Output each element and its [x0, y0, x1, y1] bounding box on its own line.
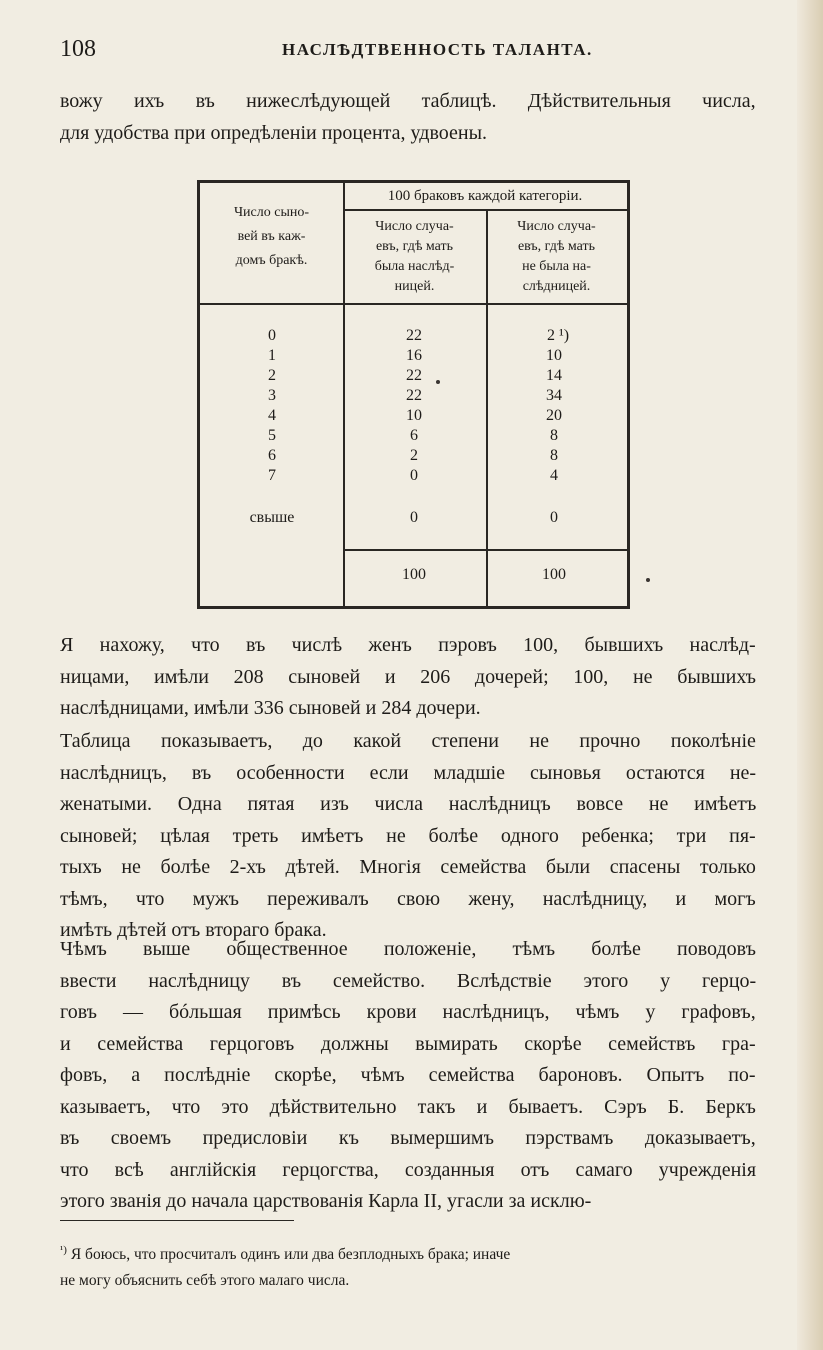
- table-cell-sons: 2: [268, 367, 276, 384]
- table-cell-heiress: 22: [406, 327, 422, 344]
- header-line: была наслѣд-: [374, 259, 455, 274]
- text-line: Таблица показываетъ, до какой степени не прочно поколѣніе: [60, 730, 756, 752]
- paragraph-3: [60, 934, 756, 1218]
- footnote-rule: [60, 1220, 294, 1221]
- page-number: 108: [60, 36, 96, 62]
- table-cell-heiress: 22: [406, 367, 422, 384]
- text-line: для удобства при опредѣленіи процента, удвоены.: [60, 121, 488, 144]
- group-header: 100 браковъ каждой категоріи.: [387, 188, 583, 204]
- paper-speck: [436, 380, 440, 384]
- text-line: тѣмъ, что мужъ переживалъ свою жену, наслѣдницу, и могъ: [60, 887, 756, 910]
- header-line: Число случа-: [517, 219, 596, 234]
- text-line: наслѣдницъ, въ особенности если младшіе сыновья остаются не-: [60, 761, 757, 784]
- table-cell-sons: 3: [268, 387, 276, 404]
- text-line: Я нахожу, что въ числѣ женъ пэровъ 100, бывшихъ наслѣд-: [60, 634, 756, 656]
- table-cell-heiress: 2: [410, 447, 418, 464]
- table-cell-heiress: 0: [410, 509, 418, 526]
- table-cell-not-heiress: 20: [546, 407, 562, 424]
- table-cell-not-heiress: 2 ¹): [546, 327, 570, 344]
- text-line: имѣть дѣтей отъ втораго брака.: [60, 919, 327, 941]
- header-line: ницей.: [394, 279, 435, 294]
- text-line: что всѣ англійскія герцогства, созданныя отъ самаго учрежденія: [60, 1158, 757, 1181]
- text-line: ввести наслѣдницу въ семейство. Вслѣдствіе этого у герцо-: [60, 969, 757, 992]
- text-line: въ своемъ предисловіи къ вымершимъ пэрствамъ доказываетъ,: [60, 1127, 756, 1149]
- table-cell-not-heiress: 34: [546, 387, 562, 404]
- table-cell-not-heiress: 0: [550, 509, 558, 526]
- header-line: вей въ каж-: [237, 229, 306, 244]
- table-divider: [343, 209, 627, 211]
- header-line: евъ, гдѣ мать: [375, 239, 454, 254]
- table-cell-sons: свыше: [249, 509, 295, 526]
- footnote-text: Я боюсь, что просчиталъ одинъ или два безплодныхъ брака; иначе: [70, 1246, 511, 1264]
- text-line: сыновей; цѣлая треть имѣетъ не болѣе одного ребенка; три пя-: [60, 824, 756, 847]
- table-cell-sons: 0: [268, 327, 276, 344]
- footnote-line: не могу объяснить себѣ этого малаго числа.: [60, 1272, 350, 1290]
- header-line: не была на-: [522, 259, 591, 274]
- table-cell-heiress: 0: [410, 467, 418, 484]
- table-total-not-heiress: 100: [542, 566, 566, 583]
- table-cell-heiress: 10: [406, 407, 422, 424]
- table-divider: [343, 549, 627, 551]
- table-cell-not-heiress: 4: [550, 467, 558, 484]
- data-table: [197, 180, 630, 609]
- text-line: говъ — бóльшая примѣсь крови наслѣдницъ, чѣмъ у графовъ,: [60, 1001, 756, 1023]
- header-line: Число случа-: [375, 219, 454, 234]
- footnote-line: [60, 1237, 772, 1268]
- text-line: фовъ, а послѣдніе скорѣе, чѣмъ семейства бароновъ. Опытъ по-: [60, 1064, 756, 1086]
- table-cell-sons: 6: [268, 447, 276, 464]
- page-header: [60, 36, 760, 66]
- header-line: слѣдницей.: [522, 279, 591, 294]
- footnote-marker: ¹): [60, 1244, 67, 1256]
- text-line: и семейства герцоговъ должны вымирать скорѣе семействъ гра-: [60, 1032, 756, 1055]
- text-line: ницами, имѣли 208 сыновей и 206 дочерей; 100, не бывшихъ: [60, 665, 756, 688]
- col-header-heiress: [343, 217, 486, 297]
- header-line: Число сыно-: [233, 205, 310, 220]
- page-edge: [797, 0, 823, 1350]
- paper-speck: [646, 578, 650, 582]
- header-line: домъ бракѣ.: [235, 253, 308, 268]
- text-line: казываетъ, что это дѣйствительно такъ и бываетъ. Сэръ Б. Беркъ: [60, 1095, 756, 1118]
- text-line: наслѣдницами, имѣли 336 сыновей и 284 дочери.: [60, 697, 481, 719]
- table-cell-sons: 1: [268, 347, 276, 364]
- paragraph-2: [60, 726, 756, 947]
- header-line: евъ, гдѣ мать: [517, 239, 596, 254]
- text-line: женатыми. Одна пятая изъ числа наслѣдницъ вовсе не имѣетъ: [60, 793, 757, 815]
- table-cell-not-heiress: 8: [550, 447, 558, 464]
- table-cell-sons: 4: [268, 407, 276, 424]
- table-total-heiress: 100: [402, 566, 426, 583]
- text-line: этого званія до начала царствованія Карла II, угасли за исклю-: [60, 1190, 592, 1212]
- running-title: НАСЛѢДТВЕННОСТЬ ТАЛАНТА.: [282, 40, 593, 59]
- footnote: [60, 1237, 772, 1294]
- table-cell-heiress: 22: [406, 387, 422, 404]
- table-cell-heiress: 6: [410, 427, 418, 444]
- intro-paragraph: [60, 86, 756, 149]
- table-divider: [200, 303, 627, 305]
- paragraph-1: [60, 630, 756, 725]
- text-line: вожу ихъ въ нижеслѣдующей таблицѣ. Дѣйствительныя числа,: [60, 90, 756, 112]
- table-cell-sons: 5: [268, 427, 276, 444]
- col-header-sons: [200, 201, 343, 273]
- table-cell-not-heiress: 14: [546, 367, 562, 384]
- table-cell-sons: 7: [268, 467, 276, 484]
- text-line: тыхъ не болѣе 2-хъ дѣтей. Многія семейства были спасены только: [60, 856, 756, 878]
- col-header-not-heiress: [486, 217, 627, 297]
- text-line: Чѣмъ выше общественное положеніе, тѣмъ болѣе поводовъ: [60, 938, 756, 960]
- table-cell-not-heiress: 8: [550, 427, 558, 444]
- table-cell-not-heiress: 10: [546, 347, 562, 364]
- table-cell-heiress: 16: [406, 347, 422, 364]
